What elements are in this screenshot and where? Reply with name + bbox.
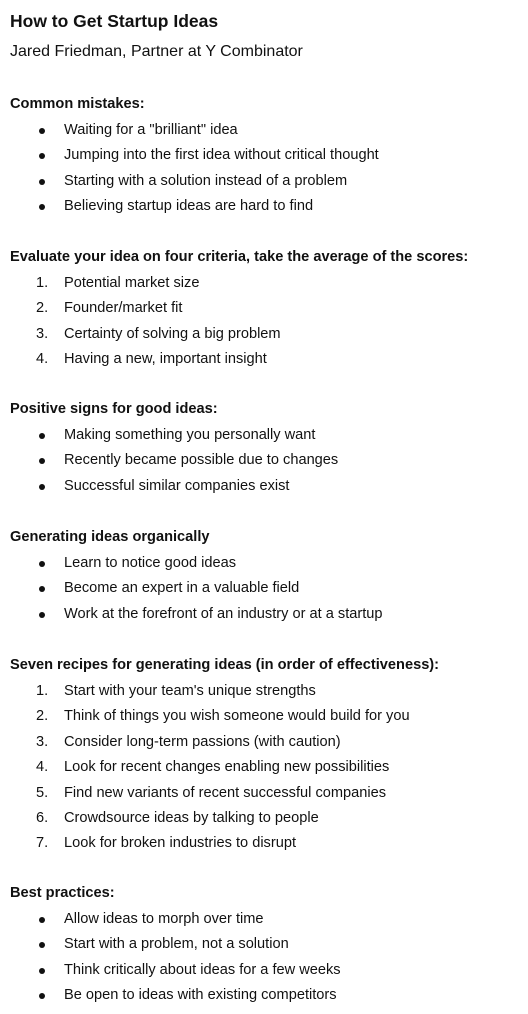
section-heading-rest: (in order of effectiveness):: [251, 657, 440, 673]
list-item-text: Having a new, important insight: [64, 351, 267, 368]
list-item-text: Successful similar companies exist: [64, 477, 290, 494]
section-heading: [10, 92, 145, 116]
list-item-text: Certainty of solving a big problem: [64, 325, 281, 342]
section-heading: [10, 525, 210, 549]
list-item-text: Allow ideas to morph over time: [64, 911, 264, 927]
section-heading-bold: Positive signs for good ideas:: [10, 401, 218, 417]
bullet-icon: [39, 433, 45, 439]
list-number: 7.: [36, 835, 49, 852]
bullet-icon: [39, 153, 45, 159]
section-heading: [10, 653, 439, 677]
list-item-text: Believing startup ideas are hard to find: [64, 198, 314, 215]
section-heading-bold: Common mistakes:: [10, 96, 145, 112]
list-item-text: Find new variants of recent successful companies: [64, 784, 387, 801]
section-heading-bold: Best practices:: [10, 885, 115, 901]
list-item-text: Crowdsource ideas by talking to people: [64, 809, 319, 826]
list-item-text: Starting with a solution instead of a problem: [64, 172, 348, 189]
list-item-text: Making something you personally want: [64, 427, 316, 443]
bullet-icon: [39, 484, 45, 490]
list-item-text: Learn to notice good ideas: [64, 555, 237, 571]
section-heading-rest: , take the average of the scores:: [246, 249, 469, 265]
section-heading-bold: Generating ideas organically: [10, 529, 210, 545]
list-item-text: Potential market size: [64, 275, 200, 291]
list-number: 2.: [36, 300, 49, 317]
document-title: How to Get Startup Ideas: [10, 11, 219, 31]
section-heading: [10, 245, 468, 269]
list-item-text: Start with your team's unique strengths: [64, 683, 316, 699]
list-item-text: Waiting for a "brilliant" idea: [64, 122, 238, 138]
section-heading-bold: Evaluate your idea on four criteria: [10, 249, 247, 265]
list-number: 1.: [36, 683, 49, 699]
list-number: 3.: [36, 325, 49, 342]
list-item-text: Think critically about ideas for a few weeks: [64, 961, 341, 978]
list-number: 3.: [36, 733, 49, 750]
bullet-icon: [39, 993, 45, 999]
bullet-icon: [39, 458, 45, 464]
list-item-text: Be open to ideas with existing competitors: [64, 987, 337, 1004]
bullet-icon: [39, 179, 45, 185]
list-item-text: Look for broken industries to disrupt: [64, 835, 297, 852]
list-number: 4.: [36, 759, 49, 776]
bullet-icon: [39, 586, 45, 592]
list-item-text: Jumping into the first idea without critical thought: [64, 147, 379, 164]
bullet-icon: [39, 942, 45, 948]
list-item-text: Look for recent changes enabling new possibilities: [64, 759, 390, 776]
bullet-icon: [39, 917, 45, 923]
list-item-text: Recently became possible due to changes: [64, 452, 339, 469]
bullet-icon: [39, 968, 45, 974]
list-item-text: Become an expert in a valuable field: [64, 580, 300, 597]
list-item-text: Work at the forefront of an industry or at a startup: [64, 605, 383, 622]
section-heading: [10, 397, 218, 421]
list-number: 1.: [36, 275, 49, 291]
list-item-text: Founder/market fit: [64, 300, 183, 317]
list-item-text: Start with a problem, not a solution: [64, 936, 289, 953]
list-number: 5.: [36, 784, 49, 801]
list-item-text: Consider long-term passions (with caution): [64, 733, 341, 750]
bullet-icon: [39, 612, 45, 618]
section-heading-bold: Seven recipes for generating ideas: [10, 657, 252, 673]
bullet-icon: [39, 561, 45, 567]
list-number: 2.: [36, 708, 49, 725]
document-subtitle: Jared Friedman, Partner at Y Combinator: [10, 43, 303, 60]
bullet-icon: [39, 204, 45, 210]
list-number: 4.: [36, 351, 49, 368]
bullet-icon: [39, 128, 45, 134]
section-heading: [10, 881, 115, 905]
list-item-text: Think of things you wish someone would build for you: [64, 708, 410, 725]
list-number: 6.: [36, 809, 49, 826]
